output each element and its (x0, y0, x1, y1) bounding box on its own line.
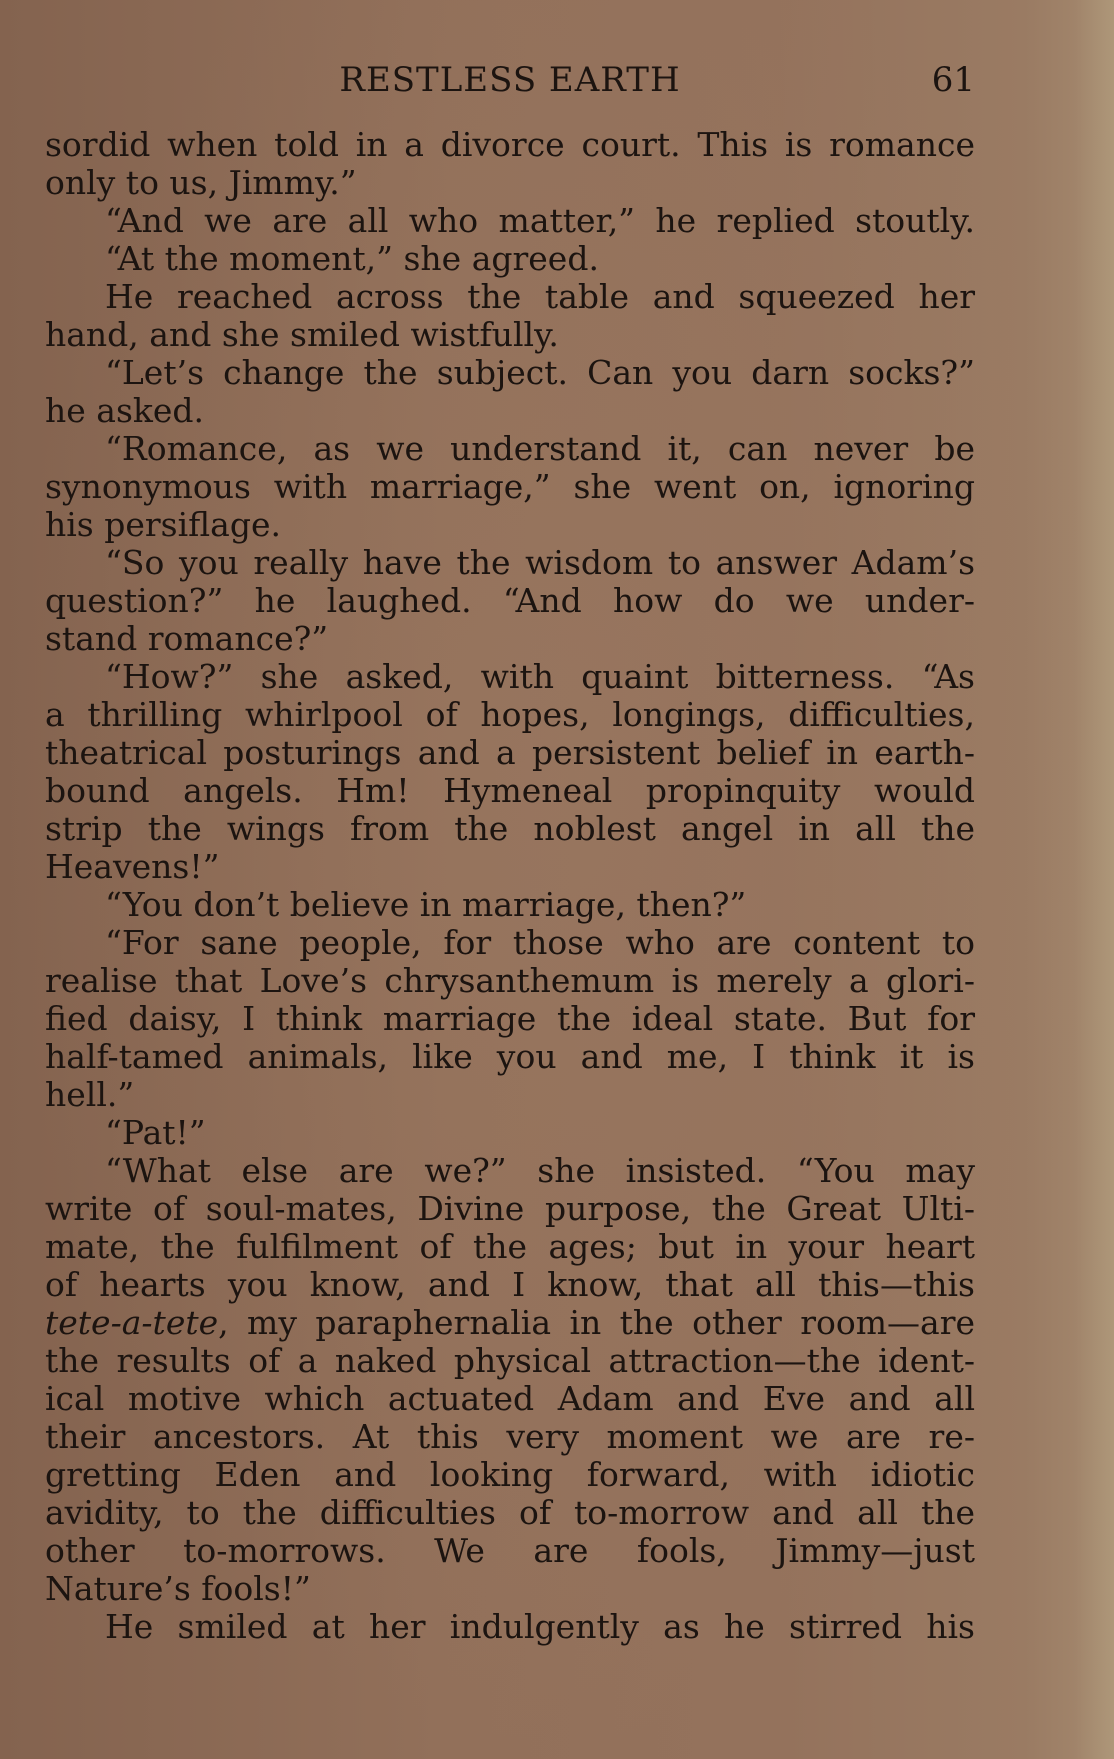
text-line: He smiled at her indulgently as he stirred his (105, 1607, 975, 1646)
text-line: bound angels. Hm! Hymeneal propinquity would (45, 771, 975, 810)
running-title: RESTLESS EARTH (339, 60, 681, 100)
text-line: theatrical posturings and a persistent belief in earth- (45, 733, 975, 772)
text-line: avidity, to the difficulties of to-morrow and all the (45, 1493, 975, 1532)
text-line: Heavens!” (45, 847, 220, 886)
text-line: “Romance, as we understand it, can never be (105, 429, 975, 468)
text-line: of hearts you know, and I know, that all this—this (45, 1265, 975, 1304)
text-line: “Pat!” (105, 1113, 206, 1152)
text-line: sordid when told in a divorce court. This is romance (45, 125, 975, 164)
text-line: he asked. (45, 391, 205, 430)
text-line: half-tamed animals, like you and me, I think it is (45, 1037, 975, 1076)
body-text (45, 126, 975, 1646)
text-line: “What else are we?” she insisted. “You may (105, 1151, 975, 1190)
page-edge (1074, 0, 1114, 1759)
text-line: “You don’t believe in marriage, then?” (105, 885, 747, 924)
text-line: tete-a-tete, my paraphernalia in the other room—are (45, 1303, 975, 1342)
text-line: only to us, Jimmy.” (45, 163, 357, 202)
text-line: their ancestors. At this very moment we are re- (45, 1417, 975, 1456)
text-line: Nature’s fools!” (45, 1569, 311, 1608)
page-number: 61 (931, 60, 975, 100)
text-line: “Let’s change the subject. Can you darn socks?” (105, 353, 975, 392)
text-line: fied daisy, I think marriage the ideal state. But for (45, 999, 975, 1038)
text-line: “For sane people, for those who are content to (105, 923, 975, 962)
text-line: hand, and she smiled wistfully. (45, 315, 559, 354)
page-header (45, 60, 975, 110)
text-line: hell.” (45, 1075, 135, 1114)
text-line: synonymous with marriage,” she went on, ignoring (45, 467, 975, 506)
text-line: strip the wings from the noblest angel in all the (45, 809, 975, 848)
text-line: a thrilling whirlpool of hopes, longings, difficulties, (45, 695, 975, 734)
text-line: his persiflage. (45, 505, 281, 544)
text-line: mate, the fulfilment of the ages; but in your heart (45, 1227, 975, 1266)
text-line: question?” he laughed. “And how do we under- (45, 581, 975, 620)
text-line: ical motive which actuated Adam and Eve and all (45, 1379, 975, 1418)
text-line: gretting Eden and looking forward, with idiotic (45, 1455, 975, 1494)
text-line: “How?” she asked, with quaint bitterness. “As (105, 657, 975, 696)
text-line: He reached across the table and squeezed her (105, 277, 975, 316)
text-line: write of soul-mates, Divine purpose, the Great Ulti- (45, 1189, 975, 1228)
text-line: “So you really have the wisdom to answer Adam’s (105, 543, 975, 582)
text-line: stand romance?” (45, 619, 329, 658)
text-line: “And we are all who matter,” he replied stoutly. (105, 201, 975, 240)
text-line: the results of a naked physical attraction—the ident- (45, 1341, 975, 1380)
text-line: other to-morrows. We are fools, Jimmy—just (45, 1531, 975, 1570)
text-line: realise that Love’s chrysanthemum is merely a glori- (45, 961, 975, 1000)
text-line: “At the moment,” she agreed. (105, 239, 599, 278)
